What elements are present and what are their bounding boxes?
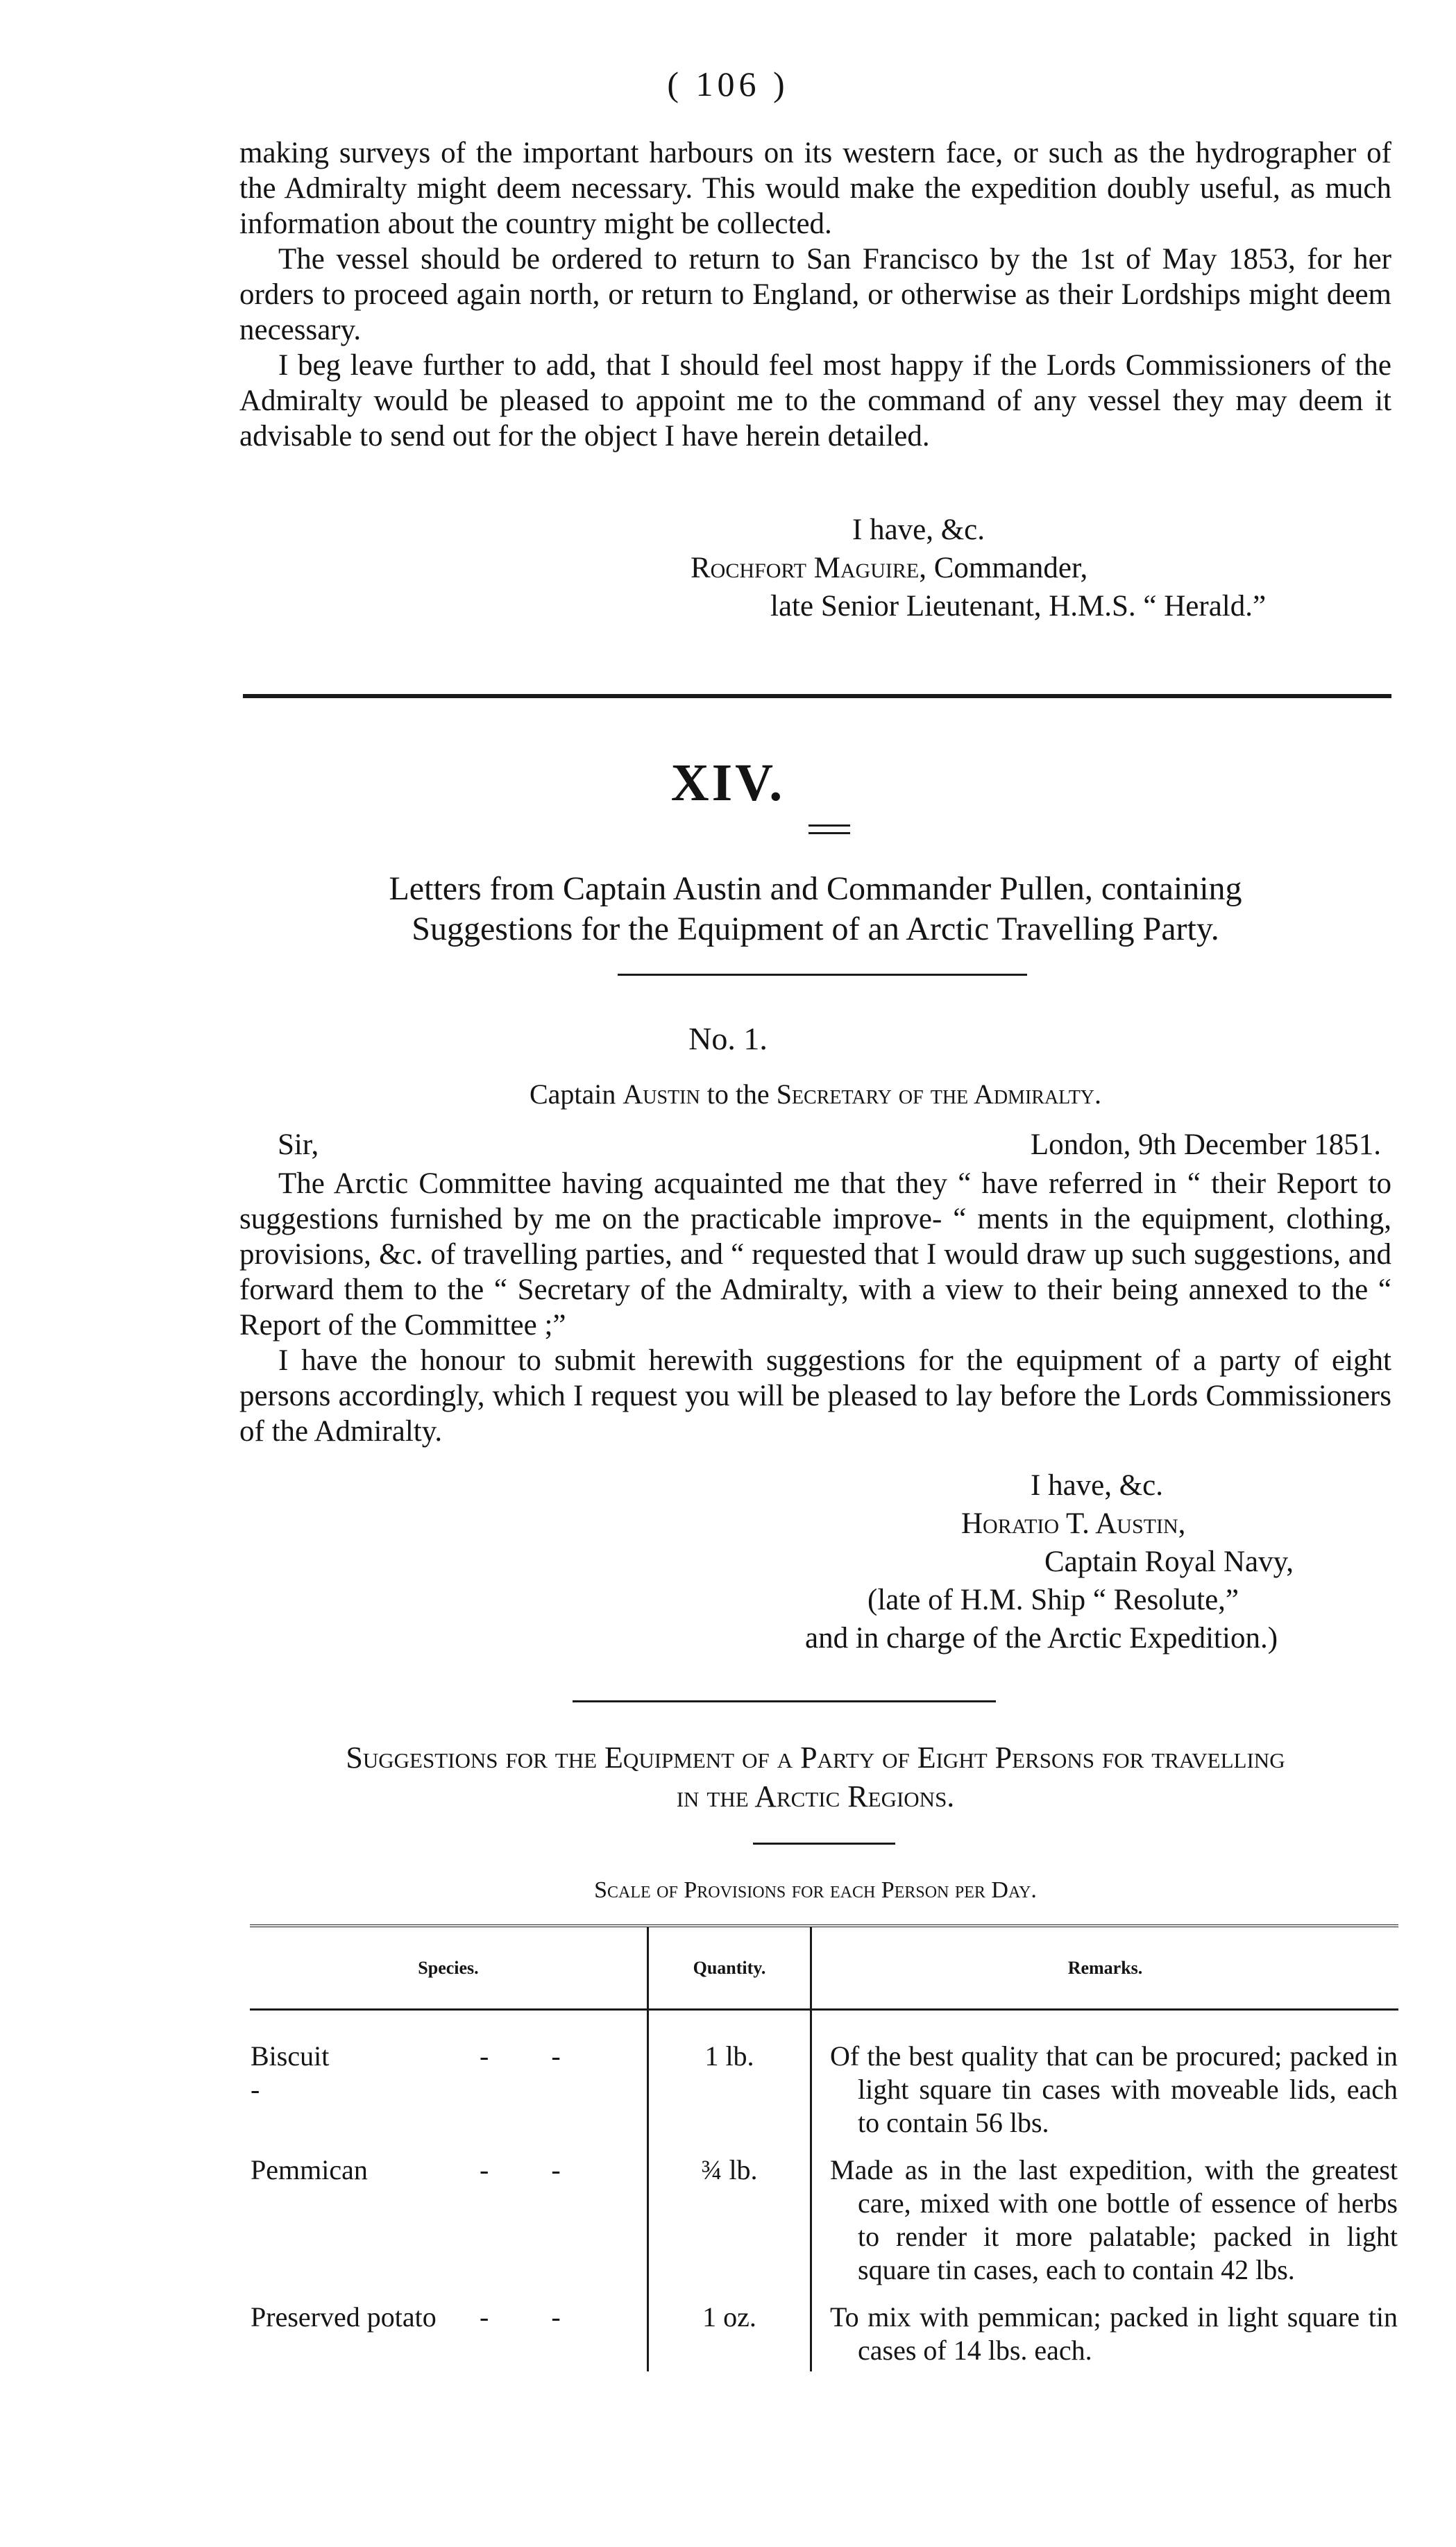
paragraph: making surveys of the important harbours on its western face, or such as the hydrographer of the Admiralty might deem necessary. This would make the expedition doubly useful, as much information about the country might be collected.	[239, 137, 1391, 240]
section-number: XIV.	[670, 754, 786, 812]
section-divider	[243, 694, 1391, 698]
quantity-cell: 1 lb.	[648, 2010, 811, 2144]
table-header-row	[250, 1926, 1398, 2010]
page-number: ( 106 )	[667, 65, 789, 103]
species-name: Biscuit	[251, 2040, 330, 2072]
species-cell	[250, 2291, 648, 2371]
section-title-line: Suggestions for the Equipment of an Arctic Travelling Party.	[412, 911, 1219, 947]
remarks-text: Made as in the last expedition, with the greatest care, mixed with one bottle of essence of herbs to render it more palatable; packed in light square tin cases, each to contain 42 lbs.	[830, 2154, 1398, 2285]
provisions-table	[250, 1924, 1398, 2371]
divider	[573, 1700, 996, 1702]
signature-line: and in charge of the Arctic Expedition.)	[805, 1622, 1278, 1655]
column-header: Remarks.	[811, 1926, 1399, 2010]
salutation: Sir,	[278, 1128, 319, 1161]
divider	[753, 1843, 895, 1845]
letter-number: No. 1.	[688, 1021, 768, 1056]
quantity-cell: ¾ lb.	[648, 2144, 811, 2291]
leader-dashes: - -	[480, 2301, 589, 2333]
signature-name: Rochfort Maguire,	[691, 552, 926, 584]
remarks-text: To mix with pemmican; packed in light square tin cases of 14 lbs. each.	[830, 2301, 1398, 2366]
address-from-name: Austin	[623, 1078, 700, 1110]
suggestions-title-line: in the Arctic Regions.	[676, 1779, 955, 1813]
signature-rank: Commander,	[933, 552, 1088, 584]
paragraph: I beg leave further to add, that I should feel most happy if the Lords Commissioners of the Admiralty would be pleased to appoint me to the command of any vessel they may deem it advisable to send out for the object I have herein detailed.	[239, 349, 1391, 452]
paragraph: The vessel should be ordered to return to San Francisco by the 1st of May 1853, for her orders to proceed again north, or return to England, or otherwise as their Lordships might deem necessary.	[239, 243, 1391, 346]
paragraph: The Arctic Committee having acquainted me that they “ have referred in “ their Report to suggestions furnished by me on the practicable improve- “ ments in the equipment, clothing, provisions, &c. of travelling parties, and “ requested that I would draw up such suggestions, and forward them to the “ Secretary of the Admiralty, with a view to their being annexed to the “ Report of the Committee ;”	[239, 1167, 1391, 1342]
suggestions-title-line: Suggestions for the Equipment of a Party of Eight Persons for travelling	[346, 1741, 1285, 1775]
signature-name-line	[691, 550, 1087, 586]
section-title-line: Letters from Captain Austin and Commander Pullen, containing	[389, 870, 1242, 907]
address-from: Captain	[529, 1078, 616, 1110]
table-row	[250, 2291, 1398, 2371]
signature-closing: I have, &c.	[852, 514, 985, 546]
species-cell	[250, 2010, 648, 2144]
paragraph: I have the honour to submit herewith suggestions for the equipment of a party of eight persons accordingly, which I request you will be pleased to lay before the Lords Commissioners of the Admiralty.	[239, 1344, 1391, 1448]
address-to-name: Secretary of the Admiralty.	[776, 1078, 1102, 1110]
column-header: Quantity.	[648, 1926, 811, 2010]
remarks-cell	[811, 2010, 1399, 2144]
table-row	[250, 2144, 1398, 2291]
table-row	[250, 2010, 1398, 2144]
species-cell	[250, 2144, 648, 2291]
signature-line: (late of H.M. Ship “ Resolute,”	[867, 1584, 1239, 1616]
letter-body	[239, 1166, 1391, 1449]
letter-continuation	[239, 135, 1391, 454]
species-name: Pemmican	[251, 2154, 368, 2185]
place-date: London, 9th December 1851.	[1030, 1128, 1381, 1161]
leader-dashes: - - -	[251, 2040, 589, 2105]
column-header: Species.	[250, 1926, 648, 2010]
divider	[618, 974, 1027, 976]
quantity-cell: 1 oz.	[648, 2291, 811, 2371]
suggestions-title	[239, 1738, 1391, 1816]
signature-name: Horatio T. Austin,	[961, 1507, 1186, 1540]
remarks-text: Of the best quality that can be procured; packed in light square tin cases with moveable lids, each to contain 56 lbs.	[830, 2040, 1398, 2138]
remarks-cell	[811, 2291, 1399, 2371]
address-to-word: to the	[706, 1078, 770, 1110]
scale-title: Scale of Provisions for each Person per Day.	[594, 1877, 1037, 1903]
species-name: Preserved potato	[251, 2301, 437, 2333]
signature-rank: Captain Royal Navy,	[1044, 1546, 1294, 1578]
letter-address	[239, 1078, 1391, 1110]
leader-dashes: - -	[480, 2154, 589, 2185]
remarks-cell	[811, 2144, 1399, 2291]
signature-closing: I have, &c.	[1031, 1469, 1164, 1502]
signature-title: late Senior Lieutenant, H.M.S. “ Herald.”	[770, 590, 1267, 623]
double-rule	[809, 824, 850, 834]
section-title	[239, 869, 1391, 949]
